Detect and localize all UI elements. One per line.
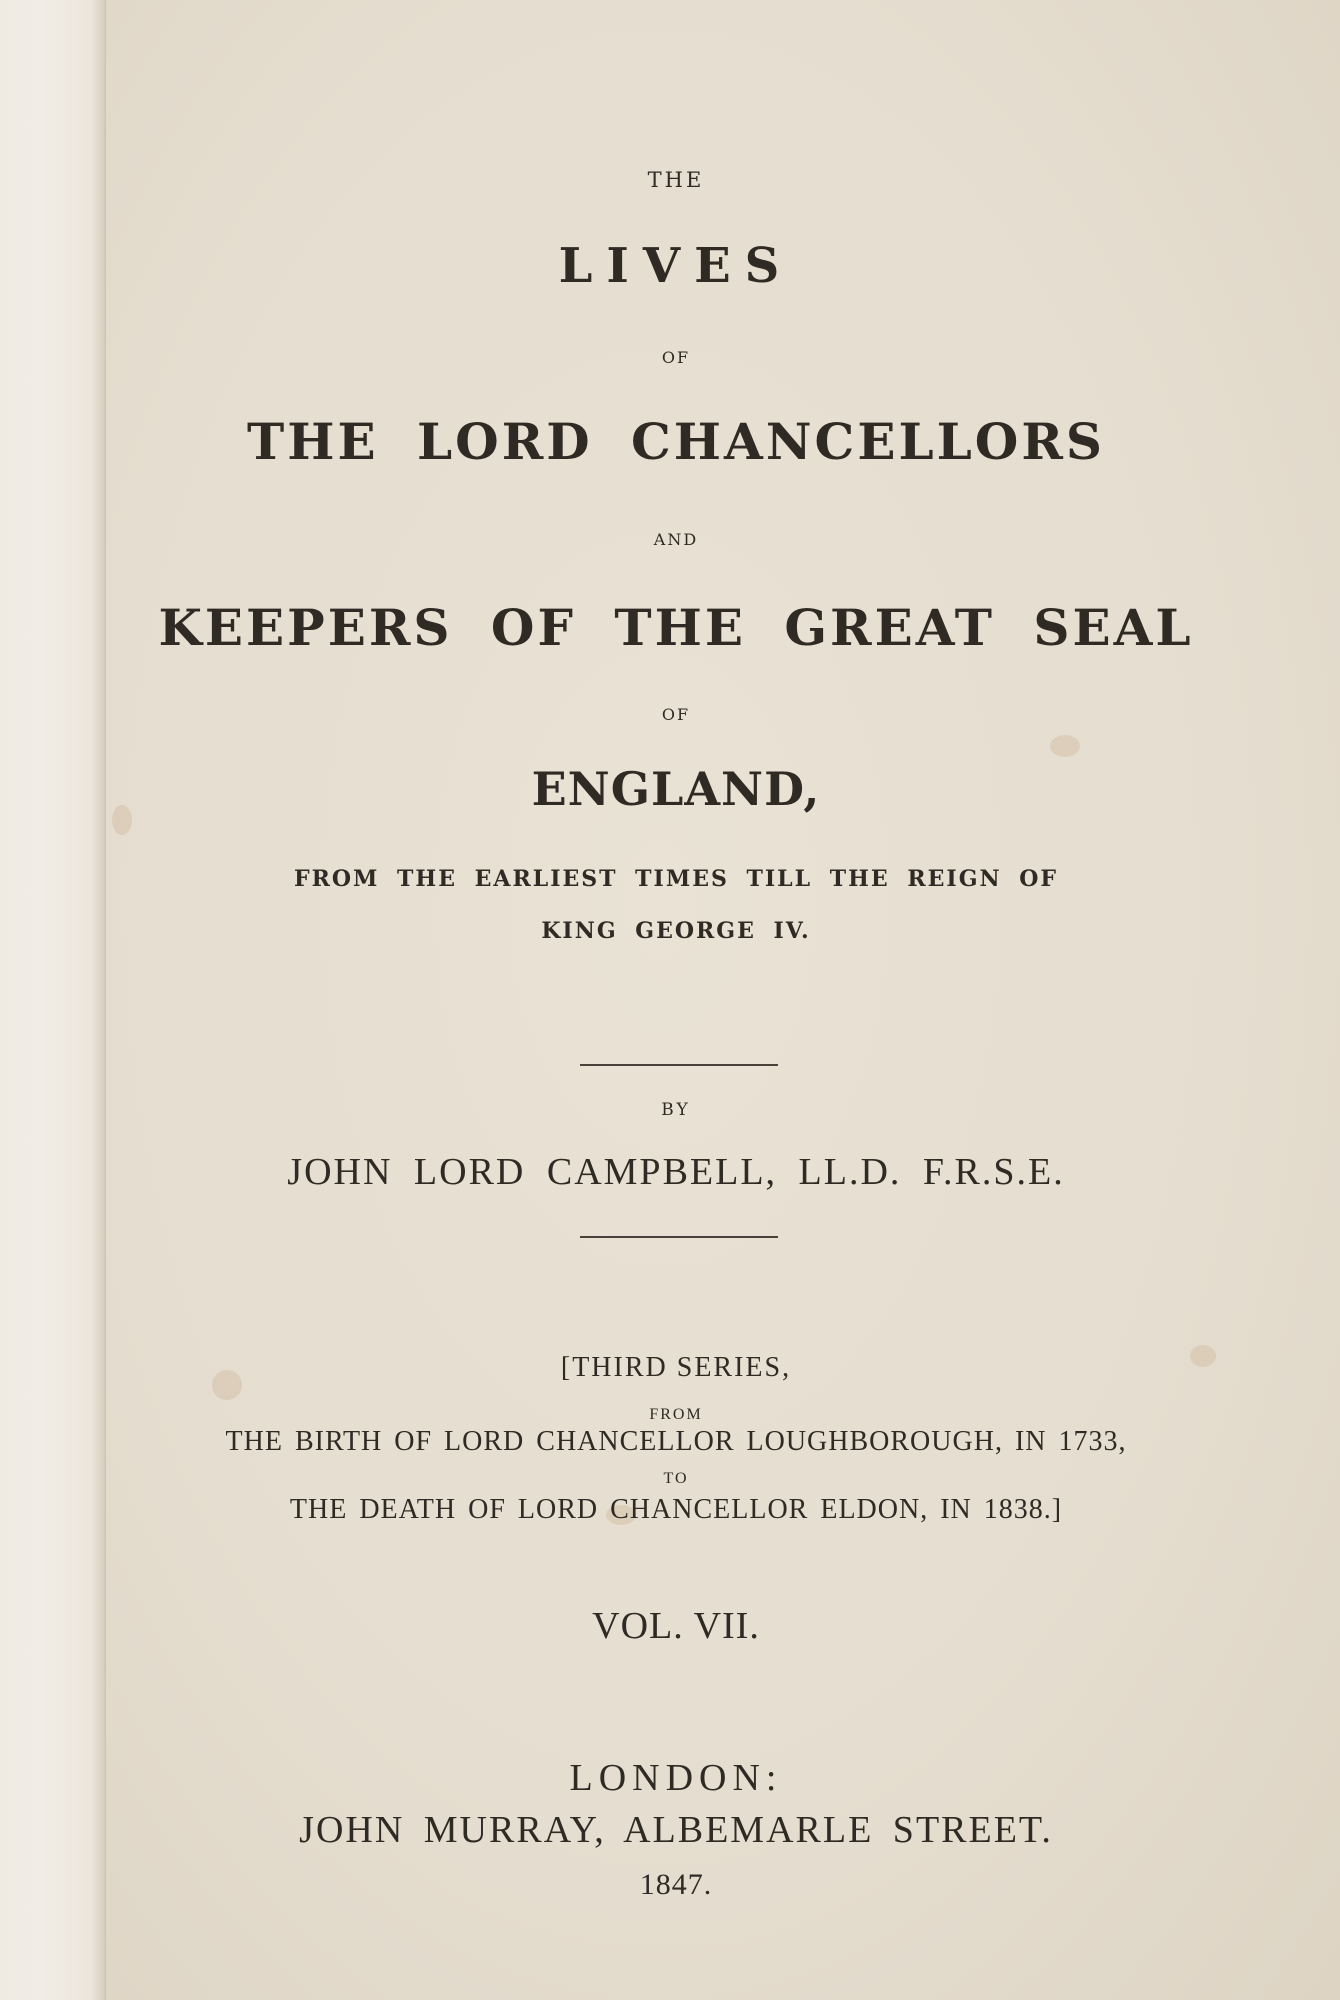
volume-number: VOL. VII. (592, 1605, 760, 1647)
title-of: OF (661, 348, 691, 367)
divider-rule (580, 1064, 778, 1066)
imprint-publisher: JOHN MURRAY, ALBEMARLE STREET. (299, 1809, 1053, 1851)
title-keepers-of-great-seal: KEEPERS OF THE GREAT SEAL (158, 598, 1194, 657)
title-page (106, 0, 1340, 2000)
title-the: THE (647, 168, 705, 192)
title-lord-chancellors: THE LORD CHANCELLORS (247, 412, 1105, 471)
subtitle-king: KING GEORGE IV. (541, 918, 811, 944)
series-death-line: THE DEATH OF LORD CHANCELLOR ELDON, IN 1838.] (289, 1494, 1063, 1525)
author-name: JOHN LORD CAMPBELL, LL.D. F.R.S.E. (287, 1151, 1065, 1193)
series-label: [THIRD SERIES, (560, 1352, 792, 1383)
imprint-city: LONDON: (569, 1757, 783, 1799)
title-lives: LIVES (558, 238, 794, 294)
title-and: AND (653, 530, 699, 549)
divider-rule (580, 1236, 778, 1238)
foxing-spot (1050, 735, 1080, 757)
series-to: TO (663, 1470, 689, 1487)
title-england: ENGLAND, (531, 762, 821, 816)
subtitle-from-earliest: FROM THE EARLIEST TIMES TILL THE REIGN OF (293, 866, 1059, 892)
byline-by: BY (661, 1100, 691, 1120)
facing-page-edge (0, 0, 106, 2000)
title-of-2: OF (661, 705, 691, 724)
imprint-year: 1847. (639, 1868, 713, 1901)
series-from: FROM (649, 1406, 703, 1423)
series-birth-line: THE BIRTH OF LORD CHANCELLOR LOUGHBOROUGH, IN 1733, (225, 1426, 1127, 1457)
